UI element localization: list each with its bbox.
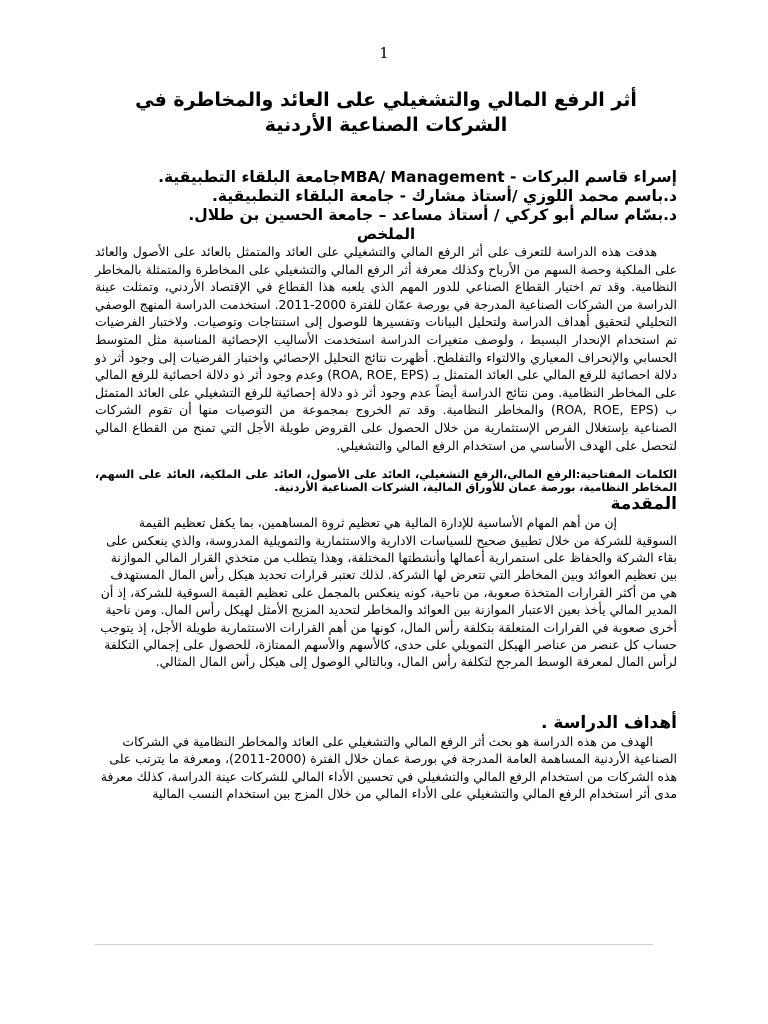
abstract-body: هدفت هذه الدراسة للتعرف على أثر الرفع المالي والتشغيلي على العائد والمتمثل بالعائد على الأصول والعائد على الملكية وحصة السهم من الأرباح وكذلك معرفة أثر الرفع المالي والتشغيلي على المخاطرة والمتمثلة بالمخاطر النظامية. وقد تم اختيار القطاع الصناعي للدور المهم الذي يلعبه هذا القطاع في الإقتصاد الأردني، وتمثلت عينة الدراسة من الشركات الصناعية المدرجة في بورصة عمّان للفترة 2000-2011. استخدمت الدراسة المنهج الوصفي التحليلي لتحقيق أهداف الدراسة ولتحليل البيانات وتفسيرها للوصول إلى استنتاجات وتوصيات. ولاختبار الفرضيات تم استخدام الإنحدار البسيط ، ولوصف متغيرات الدراسة استخدمت الأساليب الإحصائية المناسبة مثل المتوسط الحسابي والإنحراف المعياري والالتواء والتفلطح. أظهرت نتائج التحليل الإحصائي واختبار الفرضيات إلى وجود أثر ذو دلالة احصائية للرفع المالي على العائد المتمثل بـ (ROA, ROE, EPS) وعدم وجود أثر ذو دلالة احصائية للرفع المالي على المخاطر النظامية. ومن نتائج الدراسة أيضاً عدم وجود أثر ذو دلالة إحصائية للرفع التشغيلي على العائد المتمثل ب (ROA, ROE, EPS) والمخاطر النظامية. وقد تم الخروج بمجموعة من التوصيات منها أن تقوم الشركات الصناعية بإستغلال الفرص الإستثمارية من خلال الحصول على القروض طويلة الأجل التي تمنح من القطاع المالي لتحصل على الهدف الأساسي من استخدام الرفع المالي والتشغيلي. — [95, 244, 678, 453]
paper-title: أثر الرفع المالي والتشغيلي على العائد والمخاطرة في الشركات الصناعية الأردنية — [135, 89, 637, 136]
keywords: الكلمات المفتاحية:الرفع المالي،الرفع التشغيلي، العائد على الأصول، العائد على الملكية، العائد على السهم، المخاطر النظامية، بورصة عمان للأوراق المالية، الشركات الصناعية الأردنية. — [95, 468, 677, 495]
introduction-body: إن من أهم المهام الأساسية للإدارة المالية هي تعظيم ثروة المساهمين، بما يكفل تعظيم القيمة السوقية للشركة من خلال تطبيق صحيح للسياسات الادارية والاستثمارية والتمويلية المدروسة، والذي ينعكس على بقاء الشركة والحفاظ على استمرارية أعمالها وأنشطتها المختلفة، وهذا يتطلب من متخذي القرار المالي الموازنة بين تعظيم العوائد وبين المخاطر التي تتعرض لها الشركة. لذلك تعتبر قرارات تحديد هيكل رأس المال المستهدف هي من أكثر القرارات المتخذة صعوبة، من ناحية، كونه ينعكس بالمجمل على تعظيم القيمة السوقية للشركة، إذ أن المدير المالي يأخذ بعين الاعتبار الموازنة بين العوائد والمخاطر لتحديد المزيج الأمثل لهيكل رأس المال. ومن ناحية أخرى صعوبة في القرارات المتعلقة بتكلفة رأس المال، كونها من أهم القرارات الاستثمارية طويلة الأجل، إذ يتوجب حساب كل عنصر من عناصر الهيكل التمويلي على حدى، كالأسهم والأسهم الممتازة، للحصول على إجمالي التكلفة لرأس المال لمعرفة الوسط المرجح لتكلفة رأس المال، وبالتالي الوصول إلى هيكل رأس المال المثالي. — [100, 515, 677, 670]
author-3: د.بسّام سالم أبو كركي / أستاذ مساعد – جامعة الحسين بن طلال. — [188, 206, 677, 224]
page-number: 1 — [379, 44, 389, 62]
author-list — [95, 168, 677, 225]
objectives-heading: أهداف الدراسة . — [541, 712, 677, 733]
introduction-heading: المقدمة — [610, 494, 677, 515]
document-body — [95, 88, 677, 802]
objectives-body: الهدف من هذه الدراسة هو بحث أثر الرفع المالي والتشغيلي على العائد والمخاطر النظامية في الشركات الصناعية الأردنية المساهمة العامة المدرجة في بورصة عمان خلال الفترة (2000-2011)، ومعرفة ما يترتب على هذه الشركات من استخدام الرفع المالي والتشغيلي في تحسين الأداء المالي للشركات عينة الدراسة، كذلك معرفة مدى أثر استخدام الرفع المالي والتشغيلي على الأداء المالي من خلال المزج بين استخدام النسب المالية — [100, 733, 677, 801]
abstract-heading: الملخص — [356, 225, 416, 243]
author-1: إسراء قاسم البركات - MBA/ Managementجامعة البلقاء التطبيقية. — [158, 168, 677, 186]
author-2: د.باسم محمد اللوزي /أستاذ مشارك - جامعة البلقاء التطبيقية. — [212, 187, 677, 205]
footnote-separator — [95, 944, 653, 945]
